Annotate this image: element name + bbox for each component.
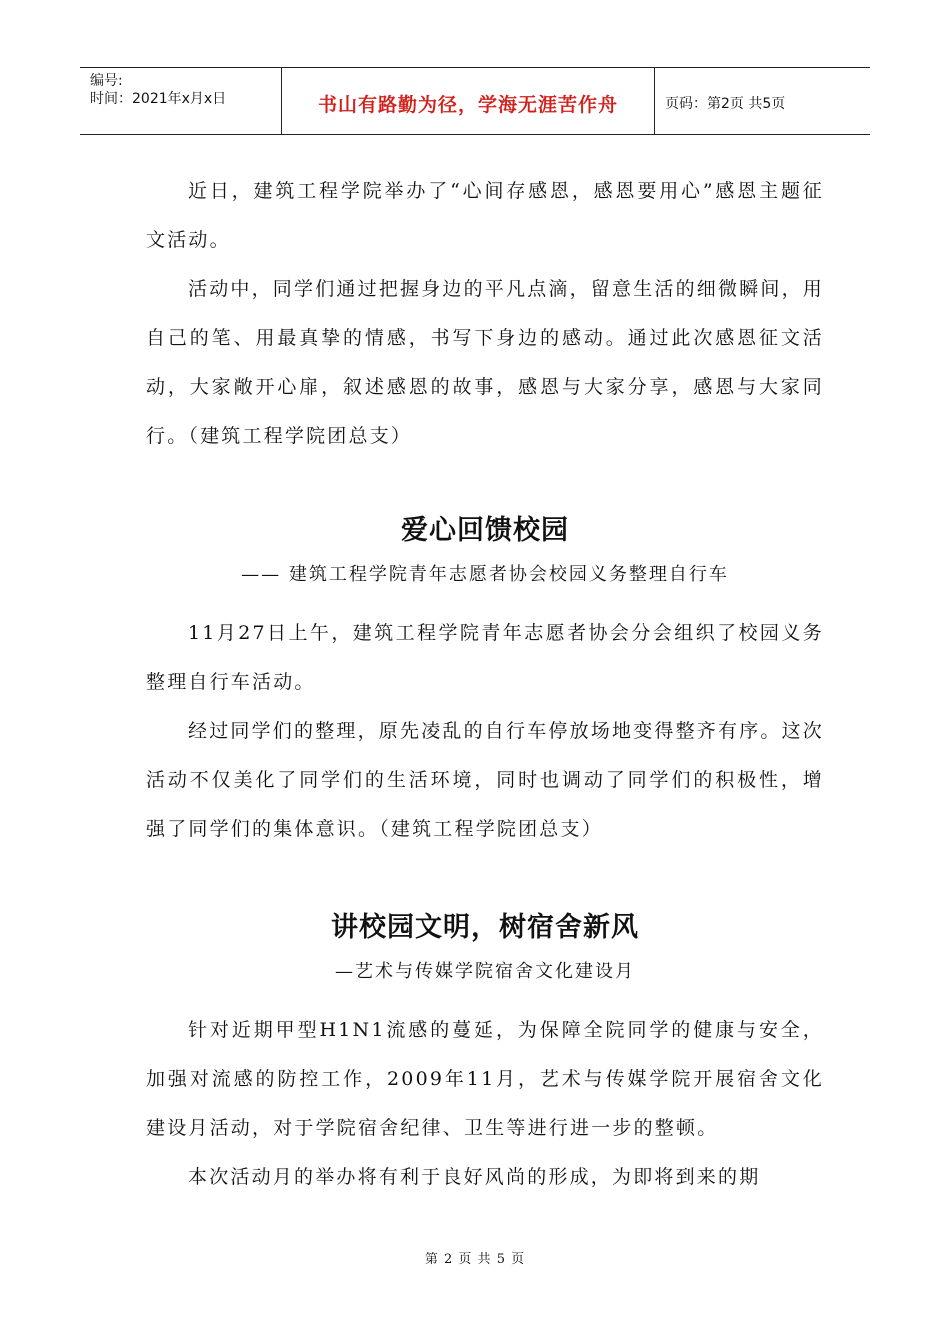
section2-subtitle: —— 建筑工程学院青年志愿者协会校园义务整理自行车 [241, 564, 729, 585]
section3-title: 讲校园文明，树宿舍新风 [331, 912, 639, 943]
section3-paragraph-1: 针对近期甲型H1N1流感的蔓延，为保障全院同学的健康与安全，加强对流感的防控工作，2009年11月，艺术与传媒学院开展宿舍文化建设月活动，对于学院宿舍纪律、卫生等进行进一步的整顿。 [146, 1019, 824, 1139]
header-motto: 书山有路勤为径，学海无涯苦作舟 [282, 68, 655, 134]
header-number: 编号: [90, 73, 123, 89]
header-meta [80, 68, 282, 134]
header-table [80, 67, 870, 135]
section2-title: 爱心回馈校园 [401, 515, 569, 546]
document-body [146, 167, 824, 1202]
section3-subtitle: —艺术与传媒学院宿舍文化建设月 [335, 961, 635, 982]
section1-paragraph-1: 近日，建筑工程学院举办了“心间存感恩，感恩要用心”感恩主题征文活动。 [146, 180, 824, 251]
section3-paragraph-2: 本次活动月的举办将有利于良好风尚的形成，为即将到来的期 [188, 1166, 761, 1188]
section2-paragraph-2: 经过同学们的整理，原先凌乱的自行车停放场地变得整齐有序。这次活动不仅美化了同学们的生活环境，同时也调动了同学们的积极性，增强了同学们的集体意识。（建筑工程学院团总支） [146, 720, 825, 840]
section1-paragraph-2: 活动中，同学们通过把握身边的平凡点滴，留意生活的细微瞬间，用自己的笔、用最真挚的情感，书写下身边的感动。通过此次感恩征文活动，大家敞开心扉，叙述感恩的故事，感恩与大家分享，感恩与大家同行。（建筑工程学院团总支） [146, 278, 825, 447]
section2-paragraph-1: 11月27日上午，建筑工程学院青年志愿者协会分会组织了校园义务整理自行车活动。 [146, 622, 824, 693]
page-footer: 第 2 页 共 5 页 [424, 1252, 526, 1267]
header-page-number: 页码：第2页 共5页 [665, 96, 786, 112]
header-time: 时间：2021年x月x日 [90, 91, 227, 107]
